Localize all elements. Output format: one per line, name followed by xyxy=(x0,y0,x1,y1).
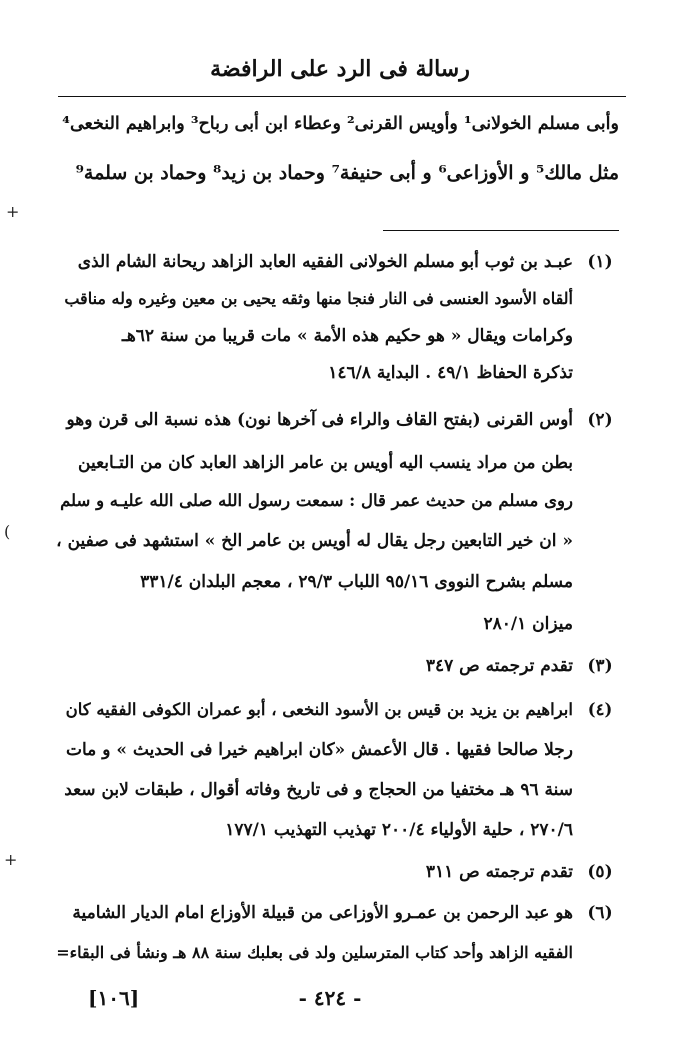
header-rule xyxy=(58,96,626,97)
footnote-line xyxy=(51,410,621,430)
footnote-text: عبـد بن ثوب أبو مسلم الخولانى الفقيه العابد الزاهد ريحانة الشام الذى xyxy=(77,252,573,272)
footnote-text: هو عبد الرحمن بن عمـرو الأوزاعى من قبيلة الأوزاع امام الديار الشامية xyxy=(72,903,573,923)
footnote-line: مسلم بشرح النووى ٩٥/١٦ اللباب ٢٩/٣ ، معجم البلدان ٣٣١/٤ xyxy=(140,572,573,592)
footnote-line: بطن من مراد ينسب اليه أويس بن عامر الزاهد العابد كان من التـابعين xyxy=(78,453,573,473)
footnote-line: ميزان ٢٨٠/١ xyxy=(483,614,573,634)
footnote-number: (٢) xyxy=(587,410,613,430)
footnote-number: (٥) xyxy=(587,862,613,882)
footnote-line: ألقاه الأسود العنسى فى النار فنجا منها وثقه يحيى بن معين وغيره وله مناقب xyxy=(64,289,573,308)
footnote-text: تقدم ترجمته ص ٣١١ xyxy=(425,862,573,882)
footnote-text: تقدم ترجمته ص ٣٤٧ xyxy=(425,656,573,676)
margin-mark: + xyxy=(4,850,18,869)
footnote-rule xyxy=(383,230,619,231)
footnote-line: روى مسلم من حديث عمر قال : سمعت رسول الله صلى الله عليـه و سلم xyxy=(60,491,573,510)
margin-mark: ) xyxy=(4,522,11,541)
margin-mark: + xyxy=(6,202,20,221)
footnote-text: أوس القرنى (بفتح القاف والراء فى آخرها نون) هذه نسبة الى قرن وهو xyxy=(66,410,573,430)
footnote-line: الفقيه الزاهد وأحد كتاب المترسلين ولد فى بعلبك سنة ٨٨ هـ ونشأ فى البقاء= xyxy=(56,943,573,962)
page-number: - ٤٢٤ - xyxy=(298,986,362,1010)
footnote-line: تذكرة الحفاظ ٤٩/١ . البداية ١٤٦/٨ xyxy=(328,363,573,383)
running-title: رسالة فى الرد على الرافضة xyxy=(210,56,470,82)
main-text-line: مثل مالك⁵ و الأوزاعى⁶ و أبى حنيفة⁷ وحماد بن زيد⁸ وحماد بن سلمة⁹ xyxy=(75,162,619,184)
footnote-line: ٢٧٠/٦ ، حلية الأولياء ٢٠٠/٤ تهذيب التهذيب ١٧٧/١ xyxy=(225,820,573,840)
footnote-line xyxy=(51,700,621,719)
footnote-line xyxy=(51,656,621,676)
footnote-line xyxy=(51,252,621,272)
footnote-line xyxy=(51,903,621,923)
footnote-number: (٦) xyxy=(587,903,613,923)
footnote-number: (٣) xyxy=(587,656,613,676)
footnote-line: وكرامات ويقال « هو حكيم هذه الأمة » مات قريبا من سنة ٦٢هـ xyxy=(121,326,573,346)
footnote-line: سنة ٩٦ هـ مختفيا من الحجاج و فى تاريخ وفاته أقوال ، طبقات لابن سعد xyxy=(64,780,573,800)
volume-page-number: [١٠٦] xyxy=(88,986,140,1010)
footnote-line: رجلا صالحا فقيها . قال الأعمش «كان ابراهيم خيرا فى الحديث » و مات xyxy=(66,740,573,760)
footnote-text: ابراهيم بن يزيد بن قيس بن الأسود النخعى ، أبو عمران الكوفى الفقيه كان xyxy=(65,700,573,719)
main-text-line: وأبى مسلم الخولانى¹ وأويس القرنى² وعطاء ابن أبى رباح³ وابراهيم النخعى⁴ xyxy=(62,114,619,134)
footnote-line xyxy=(51,862,621,882)
footnote-number: (١) xyxy=(587,252,613,272)
footnote-line: « ان خير التابعين رجل يقال له أويس بن عامر الخ » استشهد فى صفين ، xyxy=(56,531,573,551)
footnote-number: (٤) xyxy=(587,700,613,719)
